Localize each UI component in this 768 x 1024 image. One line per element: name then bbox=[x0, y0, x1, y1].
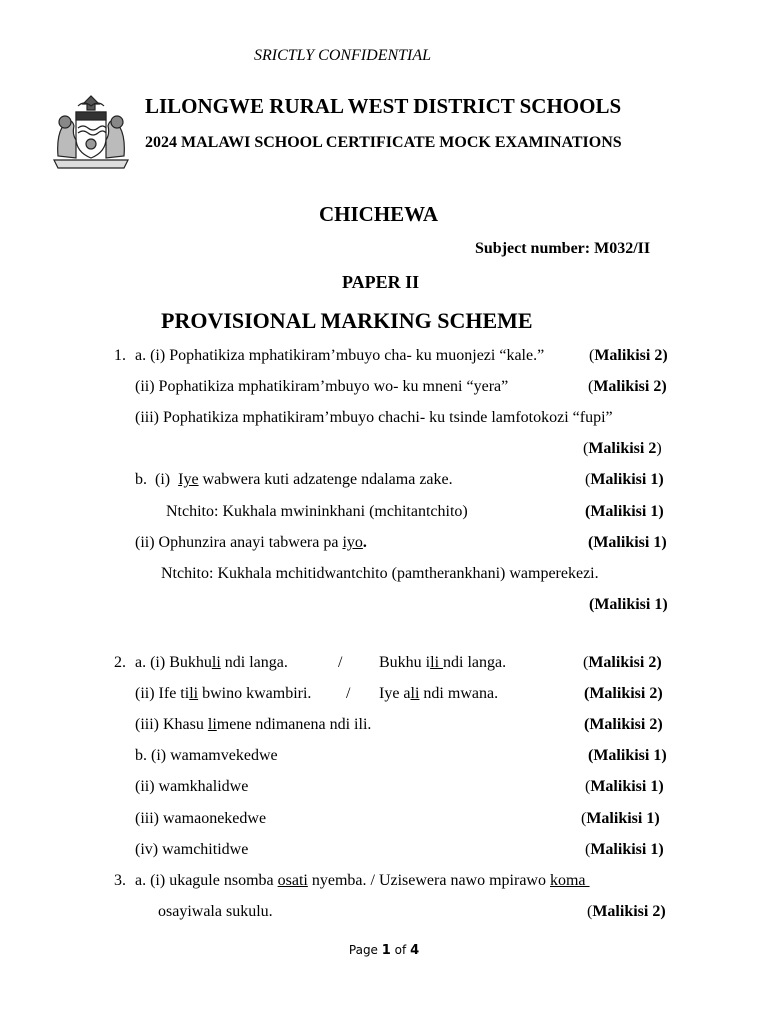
mark-open: ( bbox=[585, 841, 591, 858]
mark-close: ) bbox=[654, 810, 660, 827]
answer-1b-ii-prefix: (ii) Ophunzira anayi tabwera pa bbox=[135, 534, 343, 551]
answer-underlined: li bbox=[189, 685, 199, 702]
answer-text: nyemba. / Uzisewera nawo mpirawo bbox=[307, 872, 550, 889]
mark-open: ( bbox=[585, 778, 591, 795]
answer-text: ndi langa. bbox=[220, 654, 288, 671]
subject-number: Subject number: M032/II bbox=[475, 240, 651, 257]
mark-label: Malikisi bbox=[589, 716, 646, 733]
mark-value: 2 bbox=[652, 903, 661, 920]
mark-open: ( bbox=[581, 810, 587, 827]
answer-underlined: koma bbox=[549, 872, 590, 889]
answer-underlined: li bbox=[211, 654, 221, 671]
answer-1a-iii: (iii) Pophatikiza mphatikiram’mbuyo chachi- ku tsinde lamfotokozi “fupi” bbox=[135, 409, 613, 426]
mark-close: ) bbox=[658, 841, 664, 858]
mark-2b-ii bbox=[585, 778, 664, 796]
mark-value: 1 bbox=[650, 841, 659, 858]
mark-label: Malikisi bbox=[590, 841, 647, 858]
mark-open: ( bbox=[585, 471, 591, 488]
mark-value: 1 bbox=[646, 810, 655, 827]
mark-label: Malikisi bbox=[589, 685, 646, 702]
mark-open: ( bbox=[584, 685, 590, 702]
answer-underlined: li bbox=[430, 654, 444, 671]
mark-1b-i bbox=[585, 471, 664, 489]
mark-3a-i bbox=[587, 903, 666, 921]
mark-value: 1 bbox=[654, 596, 663, 613]
answer-2a-iii bbox=[135, 716, 371, 734]
mark-label: Malikisi bbox=[593, 747, 650, 764]
question-number-2: 2. bbox=[114, 654, 126, 671]
mark-label: Malikisi bbox=[588, 654, 645, 671]
mark-value: 2 bbox=[654, 347, 663, 364]
mark-value: 2 bbox=[649, 685, 658, 702]
mark-2a-i bbox=[583, 654, 662, 672]
subject-title: CHICHEWA bbox=[319, 202, 439, 226]
answer-1b-ii-underlined: iyo bbox=[342, 534, 363, 551]
mark-label: Malikisi bbox=[592, 903, 649, 920]
mark-2a-iii bbox=[584, 716, 663, 734]
mark-open: ( bbox=[583, 654, 589, 671]
mark-open: ( bbox=[584, 716, 590, 733]
mark-value: 1 bbox=[653, 747, 662, 764]
mark-1b-ii bbox=[588, 534, 667, 552]
answer-1b-ii bbox=[135, 534, 367, 552]
answer-1a-i: a. (i) Pophatikiza mphatikiram’mbuyo cha- ku muonjezi “kale.” bbox=[135, 347, 545, 364]
mark-label: Malikisi bbox=[593, 534, 650, 551]
mark-2b-iv bbox=[585, 841, 664, 859]
mark-1b-i-note bbox=[585, 503, 664, 521]
note-1b-i: Ntchito: Kukhala mwininkhani (mchitantchito) bbox=[166, 503, 468, 520]
mark-value: 1 bbox=[650, 471, 659, 488]
mark-1b-ii-note bbox=[589, 596, 668, 614]
slash-separator: / bbox=[338, 654, 343, 671]
slash-separator: / bbox=[346, 685, 351, 702]
answer-text: (iii) Khasu bbox=[135, 716, 208, 733]
answer-underlined: li bbox=[207, 716, 217, 733]
paper-title: PAPER II bbox=[342, 272, 420, 292]
answer-2b-iv: (iv) wamchitidwe bbox=[135, 841, 249, 858]
mark-1a-iii bbox=[583, 440, 662, 458]
answer-3a-i bbox=[135, 872, 590, 890]
mark-label: Malikisi bbox=[588, 440, 645, 457]
answer-2b-iii: (iii) wamaonekedwe bbox=[135, 810, 267, 827]
mark-close: ) bbox=[660, 903, 666, 920]
mark-label: Malikisi bbox=[586, 810, 643, 827]
answer-1b-i-rest: wabwera kuti adzatenge ndalama zake. bbox=[198, 471, 453, 488]
mark-label: Malikisi bbox=[594, 596, 651, 613]
mark-close: ) bbox=[658, 778, 664, 795]
answer-1b-i bbox=[135, 471, 453, 489]
answer-text: bwino kwambiri. bbox=[198, 685, 312, 702]
answer-text: Bukhu i bbox=[379, 654, 431, 671]
mark-close: ) bbox=[661, 747, 667, 764]
question-number-3: 3. bbox=[114, 872, 126, 889]
confidential-label: SRICTLY CONFIDENTIAL bbox=[254, 47, 432, 64]
mark-close: ) bbox=[662, 596, 668, 613]
answer-2a-ii-second bbox=[379, 685, 498, 703]
mark-close: ) bbox=[661, 534, 667, 551]
mark-open: ( bbox=[588, 534, 594, 551]
answer-text: mene ndimanena ndi ili. bbox=[216, 716, 372, 733]
answer-2a-i-first bbox=[135, 654, 288, 672]
of-word: of bbox=[394, 943, 407, 957]
malawi-coat-of-arms-icon bbox=[50, 92, 132, 170]
answer-1b-ii-period: . bbox=[362, 534, 367, 551]
answer-2b-ii: (ii) wamkhalidwe bbox=[135, 778, 249, 795]
mark-close: ) bbox=[656, 654, 662, 671]
district-title: LILONGWE RURAL WEST DISTRICT SCHOOLS bbox=[145, 94, 622, 118]
answer-2b-i: b. (i) wamamvekedwe bbox=[135, 747, 278, 764]
answer-underlined: osati bbox=[277, 872, 308, 889]
answer-text: ndi langa. bbox=[443, 654, 507, 671]
mark-open: ( bbox=[589, 596, 595, 613]
answer-2a-ii-first bbox=[135, 685, 311, 703]
answer-text: a. (i) ukagule nsomba bbox=[135, 872, 278, 889]
mark-open: ( bbox=[588, 378, 594, 395]
mark-2a-ii bbox=[584, 685, 663, 703]
page-current: 1 bbox=[381, 943, 391, 958]
mark-open: ( bbox=[587, 903, 593, 920]
mark-value: 1 bbox=[650, 778, 659, 795]
answer-1a-ii: (ii) Pophatikiza mphatikiram’mbuyo wo- ku mneni “yera” bbox=[135, 378, 509, 395]
mark-label: Malikisi bbox=[590, 778, 647, 795]
answer-text: ndi mwana. bbox=[419, 685, 499, 702]
mark-close: ) bbox=[658, 503, 664, 520]
mark-close: ) bbox=[658, 471, 664, 488]
page-total: 4 bbox=[410, 943, 420, 958]
mark-close: ) bbox=[661, 378, 667, 395]
mark-1a-i bbox=[589, 347, 668, 365]
answer-3a-i-cont: osayiwala sukulu. bbox=[158, 903, 273, 920]
mark-label: Malikisi bbox=[590, 503, 647, 520]
mark-value: 1 bbox=[653, 534, 662, 551]
page-word: Page bbox=[348, 943, 378, 957]
answer-1b-i-underlined: Iye bbox=[178, 471, 199, 488]
answer-2a-i-second bbox=[379, 654, 506, 672]
mark-value: 1 bbox=[650, 503, 659, 520]
mark-value: 2 bbox=[648, 654, 657, 671]
mark-1a-ii bbox=[588, 378, 667, 396]
note-1b-ii: Ntchito: Kukhala mchitidwantchito (pamtherankhani) wamperekezi. bbox=[161, 565, 599, 582]
question-number-1: 1. bbox=[114, 347, 126, 364]
mark-label: Malikisi bbox=[593, 378, 650, 395]
mark-close: ) bbox=[657, 685, 663, 702]
mark-label: Malikisi bbox=[594, 347, 651, 364]
answer-text: (ii) Ife ti bbox=[135, 685, 190, 702]
mark-close: ) bbox=[656, 440, 662, 457]
mark-2b-i bbox=[588, 747, 667, 765]
answer-text: Iye a bbox=[379, 685, 411, 702]
mark-open: ( bbox=[588, 747, 594, 764]
mark-open: ( bbox=[585, 503, 591, 520]
mark-open: ( bbox=[583, 440, 589, 457]
mark-value: 2 bbox=[653, 378, 662, 395]
mark-value: 2 bbox=[649, 716, 658, 733]
mark-label: Malikisi bbox=[590, 471, 647, 488]
exam-title: 2024 MALAWI SCHOOL CERTIFICATE MOCK EXAMINATIONS bbox=[145, 134, 622, 151]
mark-close: ) bbox=[662, 347, 668, 364]
scheme-title: PROVISIONAL MARKING SCHEME bbox=[161, 308, 533, 333]
answer-text: a. (i) Bukhu bbox=[135, 654, 212, 671]
answer-1b-i-prefix: b. (i) bbox=[135, 471, 179, 488]
answer-underlined: li bbox=[410, 685, 420, 702]
mark-2b-iii bbox=[581, 810, 660, 828]
page-footer bbox=[0, 943, 768, 958]
mark-open: ( bbox=[589, 347, 595, 364]
mark-value: 2 bbox=[648, 440, 657, 457]
mark-close: ) bbox=[657, 716, 663, 733]
